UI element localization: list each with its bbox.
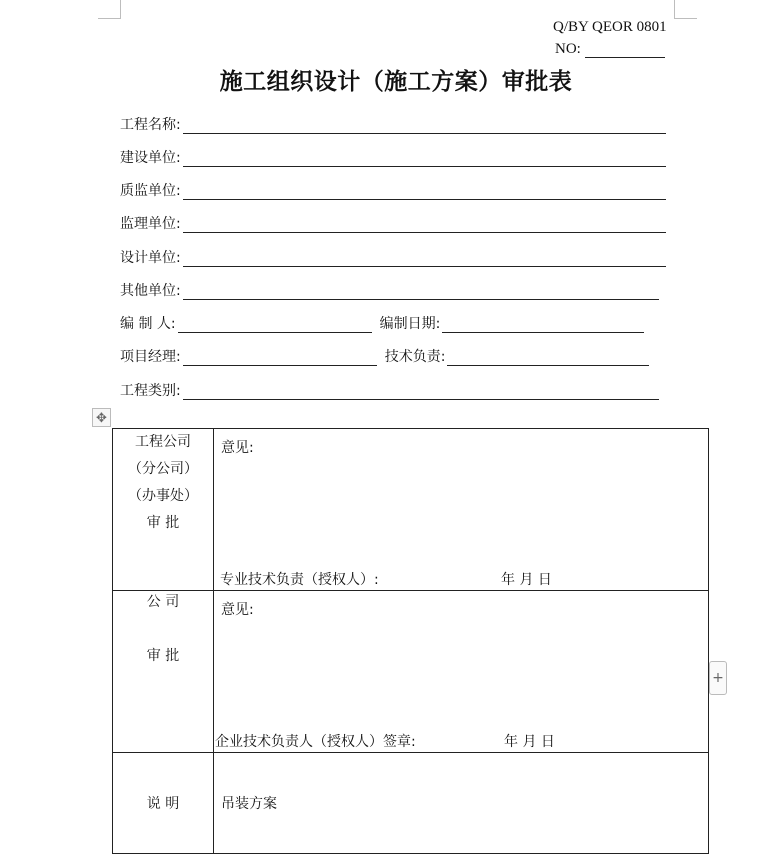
field-label: 技术负责:: [384, 349, 446, 365]
document-code: Q/BY QEOR 0801: [553, 19, 667, 35]
label-line: （办事处）: [128, 488, 198, 504]
label-line: 公 司: [146, 594, 180, 610]
table-row: [113, 753, 709, 854]
field-project-category: [120, 378, 659, 400]
table-row: [113, 591, 709, 753]
plus-icon[interactable]: +: [709, 661, 727, 695]
field-project-manager: [120, 344, 649, 366]
field-quality-unit: [120, 178, 666, 200]
field-label: 工程名称:: [120, 117, 181, 133]
field-blank[interactable]: [183, 216, 666, 233]
number-blank[interactable]: [585, 41, 665, 58]
opinion-label: 意见:: [221, 602, 254, 618]
branch-approval-label: [113, 429, 214, 591]
signature-label: 企业技术负责人（授权人）签章:: [215, 734, 416, 750]
field-blank[interactable]: [183, 283, 659, 300]
field-blank[interactable]: [183, 383, 659, 400]
label-line: 工程公司: [135, 434, 191, 450]
label-line: （分公司）: [128, 461, 198, 477]
field-label: 编制日期:: [379, 316, 441, 332]
date-label: 年 月 日: [501, 572, 552, 588]
field-label: 监理单位:: [120, 216, 181, 232]
company-opinion-cell[interactable]: [214, 591, 709, 753]
field-blank[interactable]: [183, 349, 377, 366]
field-blank[interactable]: [183, 250, 666, 267]
field-label: 项目经理:: [120, 349, 181, 365]
remarks-cell[interactable]: [214, 753, 709, 854]
number-label: NO:: [555, 41, 581, 57]
field-blank[interactable]: [447, 349, 649, 366]
field-construction-unit: [120, 145, 666, 167]
field-design-unit: [120, 245, 666, 267]
field-blank[interactable]: [183, 150, 666, 167]
page-corner-mark-right: [674, 0, 697, 19]
page-corner-mark-left: [98, 0, 121, 19]
field-author: [120, 311, 644, 333]
field-project-name: [120, 112, 666, 134]
approval-table: [112, 428, 709, 854]
field-label: 建设单位:: [120, 150, 181, 166]
remarks-content: 吊装方案: [221, 796, 277, 812]
date-label: 年 月 日: [504, 734, 555, 750]
field-blank[interactable]: [183, 183, 666, 200]
field-label: 质监单位:: [120, 183, 181, 199]
table-row: [113, 429, 709, 591]
field-label: 设计单位:: [120, 250, 181, 266]
opinion-label: 意见:: [221, 440, 254, 456]
field-label: 工程类别:: [120, 383, 181, 399]
field-blank[interactable]: [442, 316, 644, 333]
signature-label: 专业技术负责（授权人）:: [220, 572, 379, 588]
branch-opinion-cell[interactable]: [214, 429, 709, 591]
field-other-unit: [120, 278, 659, 300]
field-blank[interactable]: [183, 117, 666, 134]
page-title: 施工组织设计（施工方案）审批表: [219, 69, 573, 95]
field-label: 编 制 人:: [120, 316, 176, 332]
field-blank[interactable]: [178, 316, 372, 333]
field-supervision-unit: [120, 211, 666, 233]
document-number: [555, 41, 665, 58]
field-label: 其他单位:: [120, 283, 181, 299]
label-line: 审 批: [146, 648, 180, 664]
remarks-label: 说 明: [113, 753, 214, 854]
move-icon[interactable]: ✥: [92, 408, 111, 427]
label-line: 审 批: [146, 515, 180, 531]
company-approval-label: [113, 591, 214, 753]
